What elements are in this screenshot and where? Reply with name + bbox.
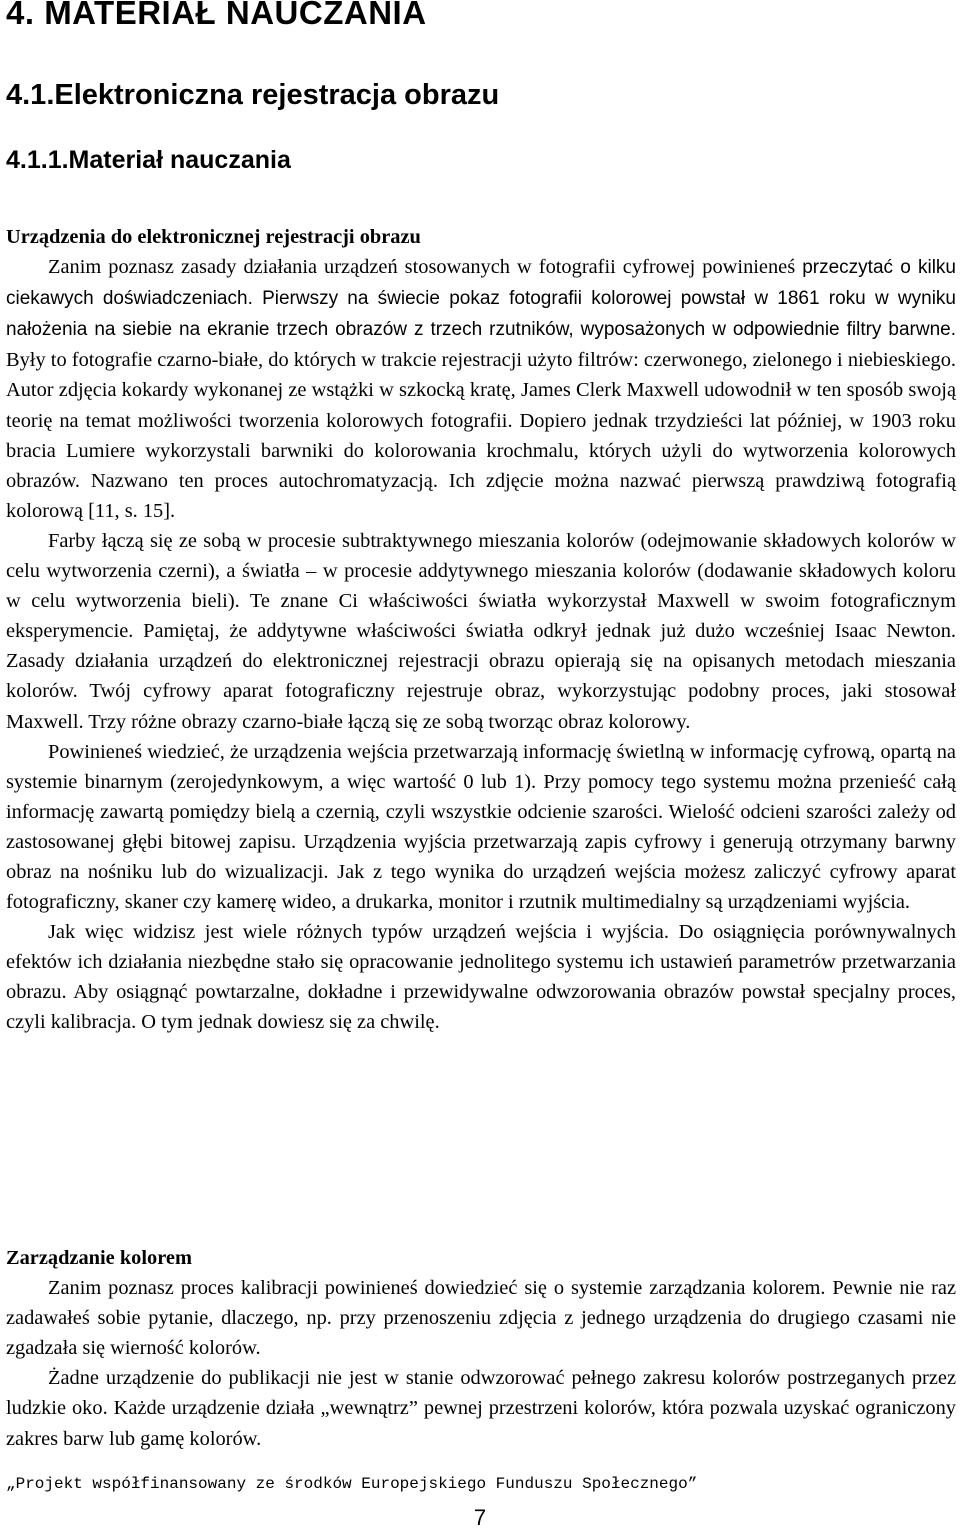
section-heading: 4.1.Elektroniczna rejestracja obrazu [6, 79, 500, 111]
paragraph-history [6, 252, 956, 526]
section-devices [6, 222, 956, 1038]
paragraph-color-mixing: Farby łączą się ze sobą w procesie subtraktywnego mieszania kolorów (odejmowanie składowych kolorów w celu wytworzenia czerni), a światła – w procesie addytywnego mieszania kolorów (dodawanie składowych koloru w celu wytworzenia bieli). Te znane Ci właściwości światła wykorzystał Maxwell w swoim fotograficznym eksperymencie. Pamiętaj, że addytywne właściwości światła odkrył jednak już dużo wcześniej Isaac Newton. Zasady działania urządzeń do elektronicznej rejestracji obrazu opierają się na opisanych metodach mieszania kolorów. Twój cyfrowy aparat fotograficzny rejestruje obraz, wykorzystując podobny proces, jaki stosował Maxwell. Trzy różne obrazy czarno-białe łączą się ze sobą tworząc obraz kolorowy. [6, 529, 956, 733]
footer-funding-note: „Projekt współfinansowany ze środków Europejskiego Funduszu Społecznego” [6, 1475, 698, 1493]
paragraph-history-rest: Były to fotografie czarno-białe, do których w trakcie rejestracji użyto filtrów: czerwonego, zielonego i niebieskiego. Autor zdjęcia kokardy wykonanej ze wstążki w szkocką kratę, James Clerk Maxwell udowodnił w ten sposób swoją teorię na temat możliwości tworzenia kolorowych fotografii. Dopiero jednak trzydzieści lat później, w 1903 roku bracia Lumiere wykorzystali barwniki do kolorowania krochmalu, których użyli do wytworzenia kolorowych obrazów. Nazwano ten proces autochromatyzacją. Ich zdjęcie można nazwać pierwszą prawdziwą fotografią kolorową [11, s. 15]. [6, 349, 956, 522]
section-title-color-management: Zarządzanie kolorem [6, 1247, 192, 1269]
paragraph-color-management-intro: Zanim poznasz proces kalibracji powinieneś dowiedzieć się o systemie zarządzania kolorem. Pewnie nie raz zadawałeś sobie pytanie, dlaczego, np. przy przenoszeniu zdjęcia z jednego urządzenia do drugiego czasami nie zgadzała się wierność kolorów. [6, 1277, 956, 1360]
paragraph-history-sans-part: przeczytać o kilku ciekawych doświadczeniach. Pierwszy na świecie pokaz fotografii kolorowej powstał w 1861 roku w wyniku nałożenia na siebie na ekranie trzech obrazów z trzech rzutników, wyposażonych w odpowiednie filtry barwne. [6, 257, 956, 341]
section-color-management [6, 1243, 956, 1454]
page-number: 7 [473, 1505, 487, 1530]
chapter-heading: 4. MATERIAŁ NAUCZANIA [6, 0, 427, 31]
subsection-heading: 4.1.1.Materiał nauczania [6, 146, 291, 174]
paragraph-history-intro: Zanim poznasz zasady działania urządzeń stosowanych w fotografii cyfrowej powinieneś [48, 256, 803, 279]
paragraph-input-output: Powinieneś wiedzieć, że urządzenia wejścia przetwarzają informację świetlną w informację cyfrową, opartą na systemie binarnym (zerojedynkowym, a więc wartość 0 lub 1). Przy pomocy tego systemu można przenieść całą informację zawartą pomiędzy bielą a czernią, czyli wszystkie odcienie szarości. Wielość odcieni szarości zależy od zastosowanej głębi bitowej zapisu. Urządzenia wyjścia przetwarzają zapis cyfrowy i generują otrzymany barwny obraz na nośniku lub do wizualizacji. Jak z tego wynika do urządzeń wejścia możesz zaliczyć cyfrowy aparat fotograficzny, skaner czy kamerę wideo, a drukarka, monitor i rzutnik multimedialny są urządzeniami wyjścia. [6, 740, 956, 914]
paragraph-calibration: Jak więc widzisz jest wiele różnych typów urządzeń wejścia i wyjścia. Do osiągnięcia porównywalnych efektów ich działania niezbędne stało się opracowanie jednolitego systemu ich ustawień parametrów przetwarzania obrazu. Aby osiągnąć powtarzalne, dokładne i przewidywalne odwzorowania obrazów powstał specjalny proces, czyli kalibracja. O tym jednak dowiesz się za chwilę. [6, 921, 956, 1034]
section-title-devices: Urządzenia do elektronicznej rejestracji obrazu [6, 226, 421, 248]
paragraph-gamut: Żadne urządzenie do publikacji nie jest w stanie odwzorować pełnego zakresu kolorów postrzeganych przez ludzkie oko. Każde urządzenie działa „wewnątrz” pewnej przestrzeni kolorów, która pozwala uzyskać ograniczony zakres barw lub gamę kolorów. [6, 1367, 956, 1450]
